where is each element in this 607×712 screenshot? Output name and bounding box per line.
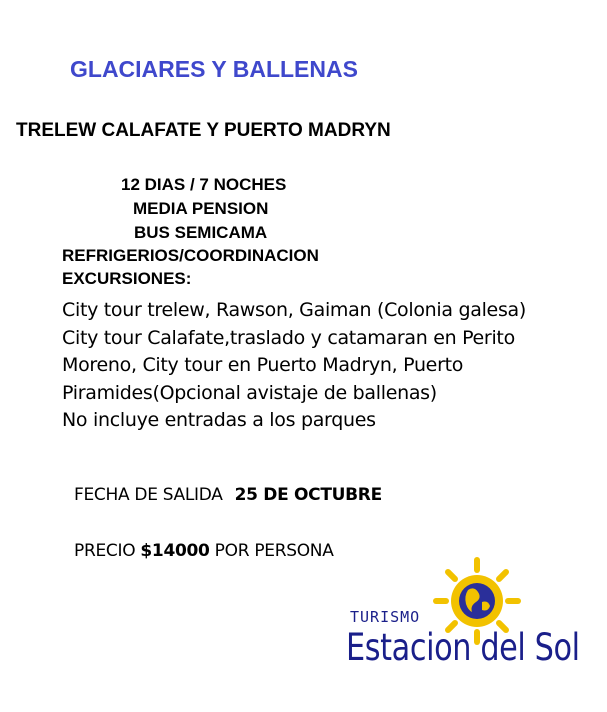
price-label: PRECIO [74, 541, 136, 561]
price-line [74, 541, 334, 561]
price-value: $14000 [140, 541, 210, 561]
departure-label: FECHA DE SALIDA [74, 485, 223, 505]
feature-duration: 12 DIAS / 7 NOCHES [121, 175, 287, 194]
excursions-description [62, 297, 542, 435]
route-subtitle: TRELEW CALAFATE Y PUERTO MADRYN [16, 120, 391, 141]
brand-logo [340, 556, 590, 676]
price-suffix: POR PERSONA [214, 541, 334, 561]
excursion-line: City tour trelew, Rawson, Gaiman (Colonia galesa) [62, 299, 526, 321]
excursion-line: City tour Calafate,traslado y catamaran en Perito [62, 326, 515, 349]
brand-tagline: TURISMO [350, 608, 421, 626]
feature-excursions-heading: EXCURSIONES: [62, 269, 192, 288]
departure-date [74, 485, 382, 505]
feature-refreshments: REFRIGERIOS/COORDINACION [62, 246, 319, 265]
excursion-line: Piramides(Opcional avistaje de ballenas) [62, 381, 437, 404]
feature-meals: MEDIA PENSION [133, 199, 269, 218]
excursion-line: No incluye entradas a los parques [62, 409, 376, 431]
feature-bus: BUS SEMICAMA [134, 223, 268, 242]
departure-value: 25 DE OCTUBRE [234, 485, 382, 505]
excursion-line: Moreno, City tour en Puerto Madryn, Puerto [62, 354, 464, 376]
page-title: GLACIARES Y BALLENAS [70, 56, 358, 82]
brand-name: Estacion del Sol [346, 626, 580, 669]
